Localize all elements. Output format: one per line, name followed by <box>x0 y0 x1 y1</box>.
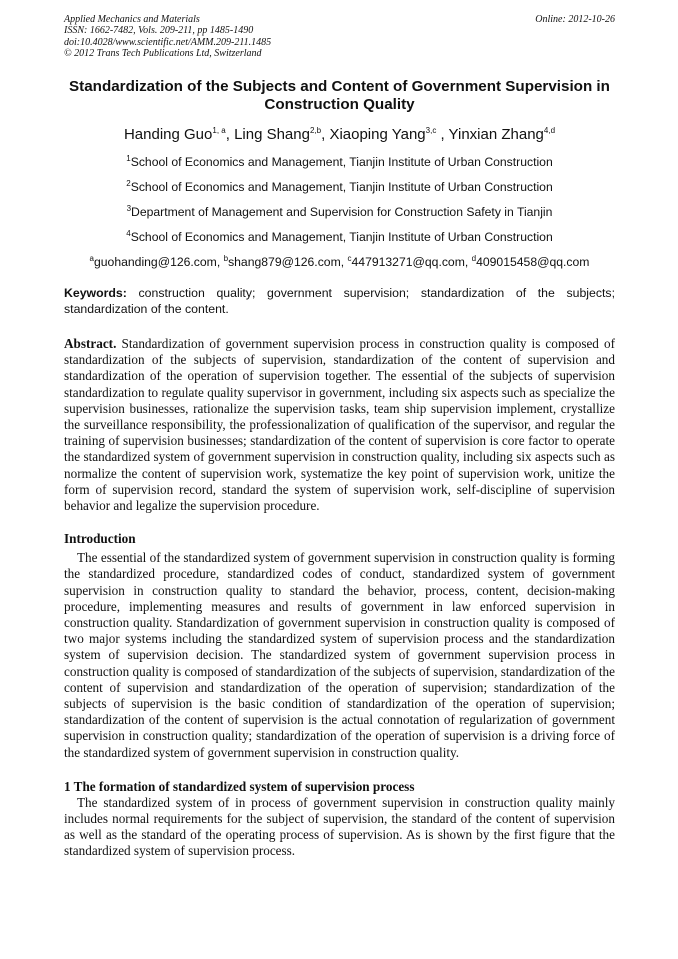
keywords-label: Keywords: <box>64 285 127 300</box>
author-affiliation-mark: 2,b <box>309 125 322 135</box>
introduction-heading: Introduction <box>64 531 136 547</box>
affiliation-text: School of Economics and Management, Tianjin Institute of Urban Construction <box>130 179 553 194</box>
section-1-heading: 1 The formation of standardized system of supervision process <box>64 778 415 794</box>
affiliation-text: School of Economics and Management, Tianjin Institute of Urban Construction <box>130 154 553 169</box>
section-1-paragraph: The standardized system of in process of government supervision in construction quality mainly includes normal requirements for the subject of supervision, the standard of the content of supervision as well as the standard of the operating process of supervision. As is shown by the first figure that the standardized system of supervision process. <box>64 794 615 859</box>
keywords-text: construction quality; government supervision; standardization of the subjects; standardization of the content. <box>64 285 615 316</box>
author-affiliation-mark: 1, a <box>212 125 226 135</box>
author-list: Handing Guo$^{1, a}$, Ling Shang$^{2,b}$, Xiaoping Yang$^{3,c}$ , Yinxian Zhang$^{4,d}$ <box>123 125 556 143</box>
affiliation-line <box>64 148 615 173</box>
email-address[interactable]: 409015458@qq.com <box>476 254 590 269</box>
affiliation-number: 1 <box>126 153 131 163</box>
email-address[interactable]: 447913271@qq.com <box>351 254 465 269</box>
email-address[interactable]: shang879@126.com <box>228 254 341 269</box>
affiliation-number: 4 <box>126 228 131 238</box>
email-mark: a <box>89 253 94 263</box>
affiliation-line <box>64 173 615 198</box>
affiliation-number: 2 <box>126 178 131 188</box>
keywords-block <box>64 285 615 317</box>
author-affiliation-mark: 4,d <box>543 125 556 135</box>
journal-header <box>64 14 615 60</box>
author-name: Handing Guo <box>123 125 213 143</box>
abstract-label: Abstract. <box>64 335 117 351</box>
issn-line: ISSN: 1662-7482, Vols. 209-211, pp 1485-1490 <box>64 25 254 37</box>
affiliation-number: 3 <box>126 203 132 213</box>
doi-line: doi:10.4028/www.scientific.net/AMM.209-211.1485 <box>64 36 272 48</box>
author-affiliation-mark: 3,c <box>425 125 437 135</box>
copyright-line: © 2012 Trans Tech Publications Ltd, Switzerland <box>64 48 262 60</box>
abstract-block <box>64 336 615 514</box>
introduction-paragraph: The essential of the standardized system of government supervision in construction quality is forming the standardized procedure, standardized codes of conduct, standardized system of government supervision in construction quality to standard the behavior, process, content, decision-making procedure, implementing measures and results of government in law enforced supervision in construction quality. Standardization of government supervision in construction quality is composed of two major systems including the standardized system of supervision process and the standardization system of supervision decision. The standardized system of government supervision process in construction quality is composed of standardization of the subjects of supervision, standardization of the content of supervision and standardization of the operation of supervision; standardization of the subjects of supervision is the basic condition of standardization of the operation of supervision; standardization of the content of supervision is the actual connotation of regularization of government supervision in construction quality; standardization of the operation of supervision is a driving force of the standardized system of government supervision in construction quality. <box>64 550 615 760</box>
email-mark: d <box>471 253 477 263</box>
author-name: Xiaoping Yang <box>329 125 426 143</box>
affiliation-list <box>64 148 615 248</box>
paper-title: Standardization of the Subjects and Content of Government Supervision in Construction Quality <box>69 77 610 113</box>
online-date: Online: 2012-10-26 <box>535 14 615 25</box>
author-name: Yinxian Zhang <box>448 125 544 143</box>
journal-name: Applied Mechanics and Materials <box>64 14 200 25</box>
paper-page <box>64 14 615 860</box>
affiliation-text: School of Economics and Management, Tianjin Institute of Urban Construction <box>130 229 553 244</box>
affiliation-text: Department of Management and Supervision for Construction Safety in Tianjin <box>131 204 553 219</box>
email-mark: b <box>223 253 229 263</box>
email-mark: c <box>347 253 352 263</box>
email-list: $^a$guohanding@126.com, $^b$shang879@126.com, $^c$447913271@qq.com, $^d$409015458@qq.com <box>89 253 590 269</box>
author-name: Ling Shang <box>234 125 310 143</box>
affiliation-line <box>64 198 615 223</box>
email-address[interactable]: guohanding@126.com <box>94 254 217 269</box>
abstract-text: Standardization of government supervision process in construction quality is composed of standardization of the subjects of supervision, standardization of the content of supervision and standardization of the operation of supervision together. The essential of the subjects of supervision standardization to regulate quality supervisor in government, including six aspects such as specialize the supervision businesses, rationalize the supervision tasks, team ship supervision implement, crystallize the surveillance responsibility, the professionalization of qualification of the supervisor, and regular the training of supervision businesses; standardization of the content of supervision is core factor to operate the standardized system of government supervision in construction quality, including six aspects such as normalize the content of supervision work, systematize the key point of supervision work, unitize the form of supervision record, standard the system of supervision work, self-discipline of supervision behavior and legalize the supervision procedure. <box>64 335 615 513</box>
affiliation-line <box>64 223 615 248</box>
